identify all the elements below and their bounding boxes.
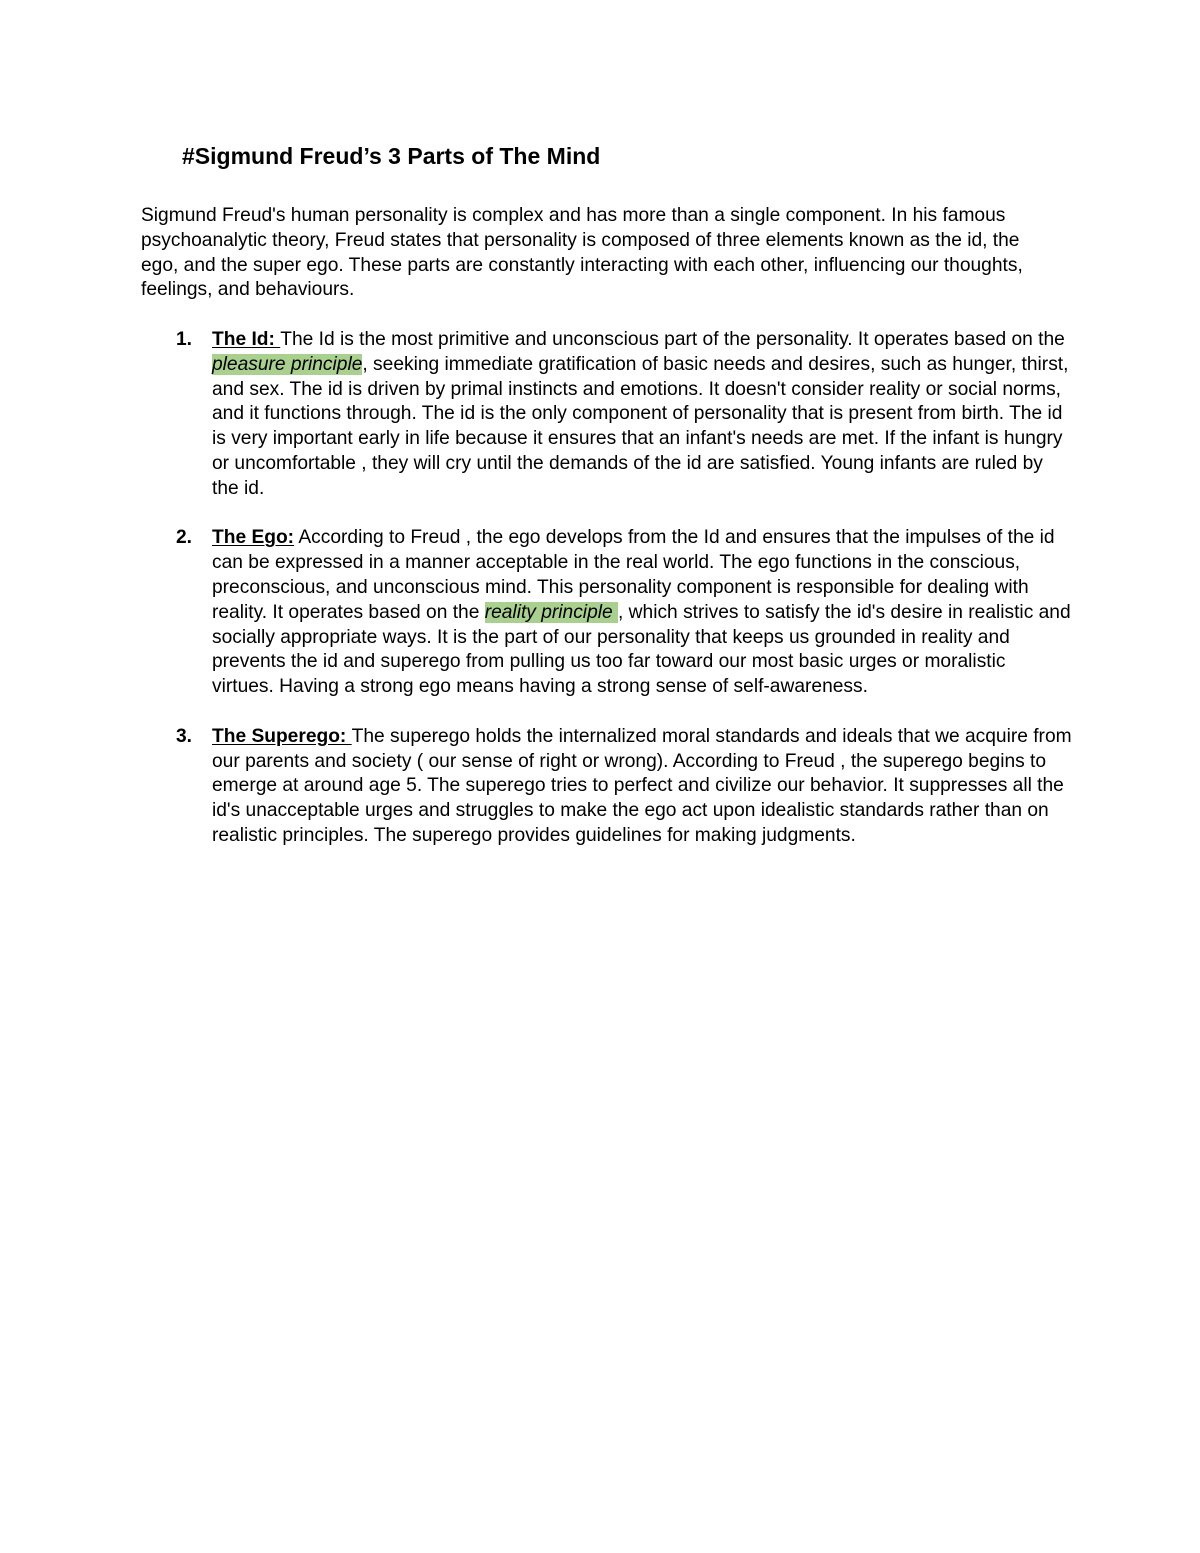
list-item-superego	[0, 725, 1200, 849]
intro-paragraph: Sigmund Freud's human personality is complex and has more than a single component. In his famous psychoanalytic theory, Freud states that personality is composed of three elements known as the id, the ego, and the super ego. These parts are constantly interacting with each other, influencing our thoughts, feelings, and behaviours.	[141, 205, 1023, 301]
term-label: The Ego:	[212, 527, 295, 549]
body-text: , seeking immediate gratification of basic needs and desires, such as hunger, thirst, and sex. The id is driven by primal instincts and emotions. It doesn't consider reality or social norms, and it functions through. The id is the only component of personality that is present from birth. The id is very important early in life because it ensures that an infant's needs are met. If the infant is hungry or uncomfortable , they will cry until the demands of the id are satisfied. Young infants are ruled by the id.	[212, 353, 1069, 499]
list-item-text	[212, 725, 1072, 849]
list-item-text	[212, 526, 1072, 700]
list-number: 3.	[176, 725, 193, 747]
term-label: The Id:	[212, 329, 281, 350]
highlighted-term: pleasure principle	[212, 353, 363, 375]
term-label: The Superego:	[212, 725, 352, 747]
list-number: 2.	[176, 527, 193, 549]
body-text: , which strives to satisfy the id's desire in realistic and socially appropriate ways. It is the part of our personality that keeps us grounded in reality and prevents the id and superego from pulling us too far toward our most basic urges or moralistic virtues. Having a strong ego means having a strong sense of self-awareness.	[212, 601, 1071, 698]
list-item-id	[0, 328, 1200, 502]
parts-list	[0, 328, 1200, 874]
list-number: 1.	[176, 329, 193, 350]
body-text: The Id is the most primitive and unconscious part of the personality. It operates based on the	[280, 329, 1065, 350]
body-text: According to Freud , the ego develops from the Id and ensures that the impulses of the id can be expressed in a manner acceptable in the real world. The ego functions in the conscious, preconscious, and unconscious mind. This personality component is responsible for dealing with reality. It operates based on the	[212, 527, 1055, 623]
page-title: #Sigmund Freud’s 3 Parts of The Mind	[182, 143, 601, 169]
body-text: The superego holds the internalized moral standards and ideals that we acquire from our parents and society ( our sense of right or wrong). According to Freud , the superego begins to emerge at around age 5. The superego tries to perfect and civilize our behavior. It suppresses all the id's unacceptable urges and struggles to make the ego act upon idealistic standards rather than on realistic principles. The superego provides guidelines for making judgments.	[212, 725, 1072, 846]
highlighted-term: reality principle	[484, 601, 619, 623]
list-item-ego	[0, 526, 1200, 700]
list-item-text	[212, 328, 1072, 502]
